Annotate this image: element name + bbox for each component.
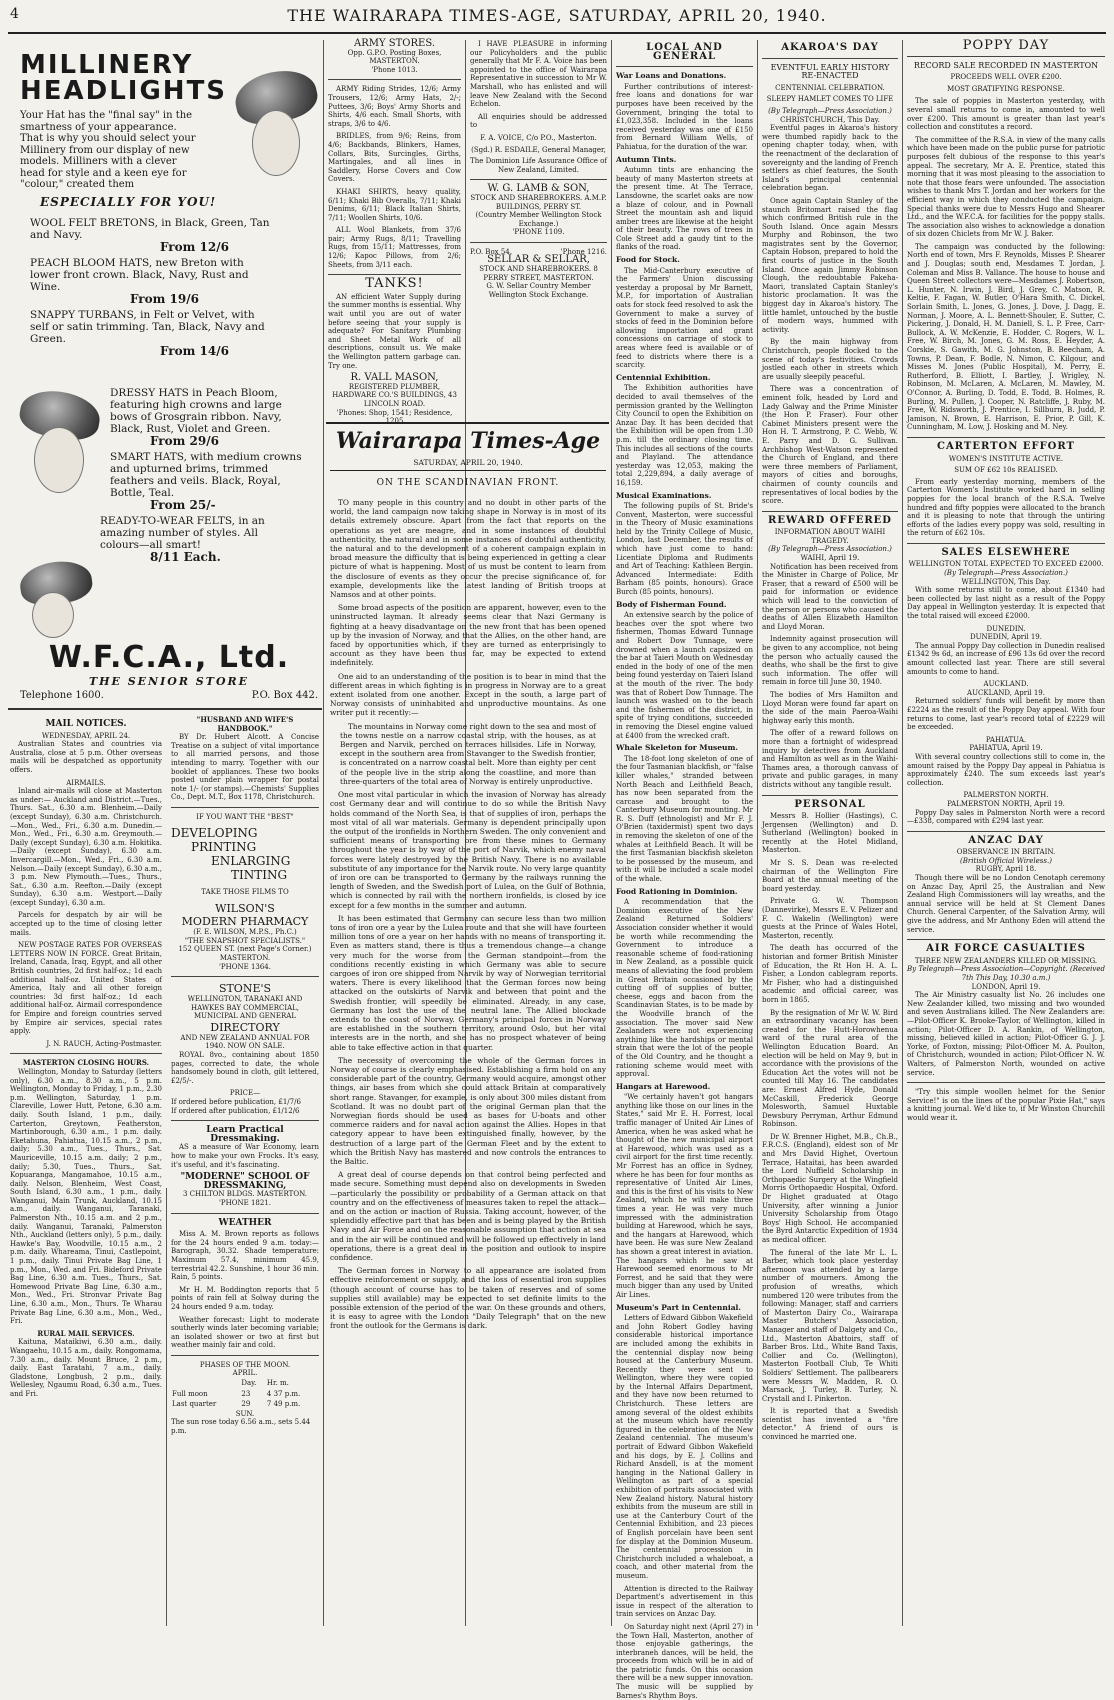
millinery-item-price: From 19/6 bbox=[130, 291, 199, 306]
voice-office: The Dominion Life Assurance Office of New Zealand, Limited. bbox=[470, 157, 607, 174]
poppy-sub: PROCEEDS WELL OVER £200. bbox=[950, 73, 1062, 82]
section-divider bbox=[330, 470, 606, 471]
editorial-paragraph: One aid to an understanding of the position is to bear in mind that the different areas in which fighting is in progress in Norway are to a great extent isolated from one another. Except in the south, a large part of Norway consists of uninhabited and unproductive mountains. As one writer put it recently:— bbox=[330, 671, 606, 718]
tanks-body: AN efficient Water Supply during the summer months is essential. Why wait until you are out of water before seeing that your supply is adequate? For Sanitary Plumbing and Sheet Metal Work of all descriptions, consult us. We make the Wellington pattern garbage can. Try one. bbox=[328, 292, 461, 370]
anzac-body: Though there will be no London Cenotaph ceremony on Anzac Day, April 25, the Australian and New Zealand High Commissioners will lay wreaths, and the annual service will be held at St Clement Danes Church. General Carpenter, of the Salvation Army, will give the address, and Mr Anthony Eden will attend the service. bbox=[907, 874, 1105, 934]
lamb-phone: 'PHONE 1109. bbox=[512, 228, 565, 237]
army-paragraph: ARMY Riding Strides, 12/6; Army Trousers, 12/6; Army Hats, 2/-; Puttees, 3/6; Boys' Army Shorts and Shirts, 4/6 each. Small Shorts, with straps, 3/6 to 4/6. bbox=[328, 85, 461, 128]
sales-paragraph: With several country collections still to come in, the amount raised by the Poppy Day appeal in Pahiatua is approximately £240. The sum exceeds last year's collection. bbox=[907, 752, 1105, 787]
army-address: Opp. G.P.O. Posting Boxes, MASTERTON. bbox=[347, 48, 442, 66]
stones-price: If ordered before publication, £1/7/6 bbox=[171, 1098, 301, 1107]
dateline: PALMERSTON NORTH, April 19. bbox=[947, 799, 1065, 808]
personal-heading: PERSONAL bbox=[794, 798, 866, 810]
sellar-sub: STOCK AND SHAREBROKERS. 8 PERRY STREET, MASTERTON. bbox=[479, 265, 598, 282]
local-item-title: Hangars at Harewood. bbox=[616, 1081, 711, 1091]
face-illustration-icon bbox=[34, 427, 84, 493]
divider bbox=[470, 179, 607, 180]
local-item-body: A recommendation that the Dominion executive of the New Zealand Returned Soldiers' Association consider whether it would be worth while recommending the Government to introduce a reasonable scheme of food-rationing in New Zealand, as a possible quick means of alleviating the food problem in Great Britain occasioned by the cutting off of supplies of butter, cheese, eggs and bacon from the Scandinavian States, is to be made by the Woodville branch of the association. The mover said New Zealanders were not experiencing anything like the hardships or mental strain that were the lot of the people of the Old Country, and he thought a rationing scheme would meet with approval. bbox=[616, 898, 753, 1079]
personal-paragraph: By the resignation of Mr W. W. Bird an extraordinary vacancy has been created for the Hutt-Horowhenua ward of the rural area of the Wellington Education Board. An election will be held on May 9, but in accordance with the provisions of the Education Act the votes will not be counted till May 16. The candidates are: Ernest Alfred Hyde, Donald McCaskill, Frederick George Molesworth, Samuel Huxtable Dewsbury Perryman, Arthur Edmund Robinson. bbox=[762, 1008, 898, 1129]
mail-notices bbox=[10, 716, 162, 1626]
stones-directory: DIRECTORY bbox=[210, 1020, 280, 1034]
company-name: W.F.C.A., Ltd. bbox=[48, 640, 290, 675]
printing-take: TAKE THOSE FILMS TO bbox=[201, 887, 289, 896]
millinery-headline-1: MILLINERY bbox=[20, 50, 194, 80]
millinery-advertisement bbox=[20, 52, 318, 640]
masthead-title: THE WAIRARAPA TIMES-AGE, SATURDAY, APRIL 20, 1940. bbox=[287, 6, 827, 25]
millinery-item-text: WOOL FELT BRETONS, in Black, Green, Tan and Navy. bbox=[30, 216, 270, 241]
sales-paragraph: With some returns still to come, about £1340 had been collected by last night as a result of the Poppy Day appeal in Wellington yesterday. It is expected that the total raised will exceed £2000. bbox=[907, 586, 1105, 621]
dressmaking-body: AS a measure of War Economy, learn how to make your own Frocks. It's easy, it's useful, and it's fascinating. bbox=[171, 1143, 319, 1169]
notices-column bbox=[470, 40, 607, 420]
reward-paragraph: Notification has been received from the Minister in Charge of Police, Mr Fraser, that a reward of £500 will be paid for information or evidence which will lead to the conviction of the person or persons who caused the deaths of Allen Elizabeth Hamilton and Lloyd Moran. bbox=[762, 562, 898, 631]
table-row bbox=[171, 1389, 319, 1400]
local-item-body: "We certainly haven't got hangars anything like those on our lines in the States," said Mr E. H. Forrest, local traffic manager of United Air Lines of America, when he was asked what he thought of the new municipal airport at Harewood, which was used as a civil airport for the first time recently. Mr Forrest has an office in Sydney, where he has been for four months as representative of United Air Lines, and this is the first of his visits to New Zealand, which he will make three times a year. He was very much impressed with the administration building at Harewood, which he says, and the hangars at Harewood, which have been. He was sure New Zealand has shown a great interest in aviation. The hangars which he saw at Harewood seemed enormous to Mr Forrest, and he said that they were much bigger than any used by United Air Lines. bbox=[616, 1093, 753, 1299]
poppy-paragraph: The committee of the R.S.A. in view of the many calls which have been made on the public purse for patriotic purposes felt dubious of the response to this year's appeal. The secretary, Mr A. E. Prentice, stated this morning that it was most pleasing to the association to note that those fears were unfounded. The association wishes to thank Mrs T. Jordan and her workers for the efficient way in which they conducted the campaign. Special thanks were due to Messrs Hugo and Shearer Ltd., and the W.F.C.A. for facilities for the poppy stalls. The association also wishes to acknowledge a donation of six dozen Chiclets from Mr W. J. Baker. bbox=[907, 135, 1105, 239]
reward-paragraph: The offer of a reward follows on more than a fortnight of widespread inquiry by detectives from Auckland and Hamilton as well as in the Waihi-Thames area, a thorough canvass of private and public garages, in many districts without any tangible result. bbox=[762, 729, 898, 789]
divider bbox=[907, 56, 1105, 57]
divider bbox=[328, 79, 461, 80]
divider bbox=[907, 939, 1105, 940]
divider bbox=[171, 1213, 319, 1214]
moon-table bbox=[171, 1378, 319, 1410]
anzac-sub: OBSERVANCE IN BRITAIN. bbox=[956, 848, 1056, 857]
handbook-heading: "HUSBAND AND WIFE'S HANDBOOK." bbox=[196, 715, 294, 733]
byline: (By Telegraph—Press Association.) bbox=[768, 545, 892, 554]
divider bbox=[171, 1120, 319, 1121]
personal-paragraph: Mr S. S. Dean was re-elected chairman of the Wellington Fire Board at the annual meeting of the board yesterday. bbox=[762, 859, 898, 893]
editorial-heading: ON THE SCANDINAVIAN FRONT. bbox=[376, 478, 560, 488]
local-item-title: Musical Examinations. bbox=[616, 490, 712, 500]
sales-paragraph: Returned soldiers' funds will benefit by more than £2224 as the result of the Poppy Day appeal. With four returns to come, last year's record total of £2229 will be exceeded. bbox=[907, 697, 1105, 732]
divider bbox=[762, 795, 898, 796]
tanks-heading: TANKS! bbox=[365, 276, 424, 292]
divider bbox=[616, 66, 753, 67]
voice-signed: (Sgd.) R. ESDAILE, General Manager, bbox=[471, 145, 606, 154]
divider bbox=[907, 437, 1105, 438]
akaroa-sub: SLEEPY HAMLET COMES TO LIFE bbox=[766, 95, 894, 104]
sales-sub: WELLINGTON TOTAL EXPECTED TO EXCEED £2000. bbox=[908, 560, 1104, 569]
voice-name: F. A. VOICE, C/o P.O., Masterton. bbox=[480, 133, 597, 142]
closing-hours: Wellington, Monday to Saturday (letters only), 6.30 a.m., 8.30 a.m., 5 p.m. Wellington, Monday to Friday, 1 p.m., 2.30 p.m. Wellington, Saturday, 1 p.m. Clareville, Lower Hutt, Petone, 6.30 a.m. daily. South Island, 1 p.m., daily. Carterton, Greytown, Featherston, Martinborough, 6.30 a.m., 1 p.m. daily. Eketahuna, Pahiatua, 10.15 a.m., 2 p.m., daily; 5.30 a.m., Tues., Thurs., Sat. Mauriceville, 10.15 a.m. daily; 2 p.m., daily; 5.30, Tues., Thurs., Sat. Kopuaranga, Mangamahoe, 10.15 a.m., daily. Nelson, Blenheim, West Coast, South Island, 6.30 a.m., 1 p.m., daily. Wanganui, Main Trunk, Auckland, 10.15 a.m., daily. Wanganui, Taranaki, Palmerston Nth., 10.15 a.m. and 2 p.m., daily. Wanganui, Taranaki, Palmerston Nth., Auckland (letters only), 5 p.m., daily. Hawke's Bay, Woodville, 10.15 a.m., 2 p.m. daily. Whareama, Tinui, Castlepoint, 1 p.m., daily. Tinui Private Bag Line, 1 p.m., Mon., Wed. and Fri. Bideford Private Bag Line, 6.30 a.m. Tues., Thurs., Sat. Homewood Private Bag Line, 6.30 a.m., Mon., Wed., Fri. Stronvar Private Bag Line, 6.30 a.m., Mon., Thurs. Te Wharau Private Bag Line, 6.30 a.m., Mon., Wed., Fri. bbox=[10, 1067, 162, 1326]
millinery-item-price: 8/11 Each. bbox=[150, 549, 221, 564]
divider bbox=[470, 242, 607, 243]
millinery-item-text: READY-TO-WEAR FELTS, in an amazing number of styles. All colours—all smart! bbox=[100, 514, 265, 551]
plumber-phones: 'Phones: Shop, 1541; Residence, 1205 bbox=[336, 408, 453, 426]
sales-heading: SALES ELSEWHERE bbox=[941, 546, 1071, 558]
reward-sub: INFORMATION ABOUT WAIHI TRAGEDY. bbox=[774, 528, 886, 545]
dressmaking-address: 3 CHILTON BLDGS. MASTERTON. 'PHONE 1821. bbox=[183, 1190, 307, 1207]
editorial-body bbox=[330, 498, 606, 1626]
anzac-heading: ANZAC DAY bbox=[968, 834, 1044, 846]
army-stores-column bbox=[328, 38, 461, 426]
millinery-item-price: From 29/6 bbox=[150, 433, 219, 448]
local-item-body: An extensive search by the police of beaches over the spot where two fishermen, Thomas Edward Tunnage and Robert Dow Tunnage, were drowned when a launch capsized on the bar at Taieri Mouth on Wednesday ended in the body of one of the men being found yesterday on Taieri Island at the mouth of the river. The body was that of Robert Dow Tunnage. The launch was washed on to the beach and the fishermen of the district, in spite of trying conditions, succeeded in removing the Diesel engine valued at £400 from the wrecked craft. bbox=[616, 611, 753, 740]
editorial-paragraph: TO many people in this country and no doubt in other parts of the world, the land campaign now taking shape in Norway is in most of its details extremely obscure. Apart from the fact that reports on the operations as yet are meagre, and in some instances of doubtful authenticity, the natural and in some instances of doubtful authenticity, the natural and to the development of a coherent campaign explain in broad measure the difficulty that is being experienced in getting a clear picture of what is happening. Most of us must be content to learn from the disclosure of events as they occur the precise significance of, for example, developments like the latest landing of British troops at Namsos and at other points. bbox=[330, 498, 606, 600]
table-row bbox=[171, 1378, 319, 1389]
airforce-heading: AIR FORCE CASUALTIES bbox=[926, 943, 1086, 955]
local-item-body: The Exhibition authorities have decided to avail themselves of the permission granted by the Wellington City Council to open the Exhibition on Anzac Day. It has been decided that the Exhibition will be open from 1.30 p.m. till the ordinary closing time. This includes all sections of the courts and Playland. The attendance yesterday was 12,053, making the total 2,229,894, a daily average of 16,159. bbox=[616, 384, 753, 487]
mail-paragraph: Australian States and countries via Australia, close at 5 p.m. Other overseas mails will be despatched as opportunity offers. bbox=[10, 740, 162, 774]
millinery-item bbox=[100, 515, 300, 563]
sales-town: PALMERSTON NORTH. bbox=[963, 791, 1049, 800]
mail-paragraph: Inland air-mails will close at Masterton as under:— Auckland and District.—Tues., Thurs. Sat., 6.30 a.m. Blenheim.—Daily (except Sunday), 6.30 a.m. Christchurch.—Mon., Wed., Fri., 6.30 a.m. Dunedin.—Mon., Wed., Fri., 6.30 a.m. Greymouth.—Daily (except Sunday), 6.30 a.m. Hokitika.—Daily (except Sunday), 6.30 a.m. Invercargill.—Mon., Wed., Fri., 6.30 a.m. Nelson.—Daily (except Sunday), 6.30 a.m., 3 p.m. New Plymouth.—Tues., Thurs., Sat., 6.30 a.m. Reefton.—Daily (except Sunday), 6.30 a.m. Westport.—Daily (except Sunday), 6.30 a.m. bbox=[10, 787, 162, 907]
local-item-body: The Mid-Canterbury executive of the Farmers' Union discussing yesterday a proposal by Mr Barnett, M.P., for importation of Australian oats for stock feed resolved to ask the Government to make a survey of stocks of feed in the Dominion before allowing importation and grant concessions on carriage of stock to areas where feed is available or of feed to districts where there is a scarcity. bbox=[616, 266, 753, 370]
table-header: Hr. m. bbox=[266, 1379, 289, 1388]
dateline: CHRISTCHURCH, This Day. bbox=[780, 115, 880, 124]
lamb-sub: STOCK AND SHAREBROKERS. A.M.P. BUILDINGS, PERRY ST. bbox=[470, 193, 607, 211]
millinery-item-text: DRESSY HATS in Peach Bloom, featuring high crowns and large bows of Grosgrain ribbon. Navy, Black, Rust, Violet and Green. bbox=[110, 386, 282, 435]
stones-annual: AND NEW ZEALAND ANNUAL FOR 1940. NOW ON SALE. bbox=[180, 1033, 310, 1051]
sellar-heading: SELLAR & SELLAR, bbox=[487, 254, 590, 266]
face-illustration-icon bbox=[32, 592, 74, 638]
personal-paragraph: Private G. W. Thompson (Dannevirke), Messrs E. V. Pelizer and F. C. Wakelin (Wellington) were guests at the Prince of Wales Hotel, Masterton, recently. bbox=[762, 897, 898, 940]
voice-enquiries: All enquiries should be addressed to bbox=[470, 112, 607, 130]
local-item-body: Autumn tints are enhancing the beauty of many Masterton streets at the present time. At The Terrace, Lansdowne, the scarlet oaks are now a blaze of colour, and in Pownall Street the mountain ash and liquid amber trees are likewise at the height of their beauty. The rows of trees in Cole Street add a gaudy tint to the flanks of the road. bbox=[616, 166, 753, 252]
airmails-heading: AIRMAILS. bbox=[66, 778, 106, 787]
millinery-item-price: From 14/6 bbox=[160, 343, 229, 358]
closing-hours-heading: MASTERTON CLOSING HOURS. bbox=[22, 1058, 150, 1068]
local-item-title: Centennial Exhibition. bbox=[616, 372, 711, 382]
dateline: LONDON, April 19. bbox=[971, 982, 1041, 991]
army-paragraph: BRIDLES, from 9/6; Reins, from 4/6; Backbands, Blinkers, Hames, Collars, Bits, Surcingles, Girths, Martingales, and all lines in Saddlery, Horse Covers and Cow Covers. bbox=[328, 132, 461, 184]
pharmacy-town: MASTERTON. bbox=[219, 953, 271, 962]
stones-body: ROYAL 8vo., containing about 1850 pages, corrected to date, the whole handsomely bound in cloth, gilt lettered, £2/5/-. bbox=[171, 1051, 319, 1085]
column-rule bbox=[611, 40, 612, 1626]
face-illustration-icon bbox=[252, 110, 300, 176]
printing-line: TINTING bbox=[231, 867, 288, 882]
millinery-tagline: ESPECIALLY FOR YOU! bbox=[40, 194, 217, 209]
local-heading: LOCAL AND GENERAL bbox=[646, 42, 723, 62]
poppy-heading: POPPY DAY bbox=[962, 38, 1050, 53]
mail-paragraph: NEW POSTAGE RATES FOR OVERSEAS LETTERS NOW IN FORCE. Great Britain, Ireland, Canada, Iraq, Egypt, and all other British countries, 2d first half-oz.; 1d each additional half-oz. United States of America, Italy and all other foreign countries: 3d first half-oz.; 1d each additional half-oz. Airmail correspondence for Empire and foreign countries served by Empire air services, special rates apply. bbox=[10, 941, 162, 1036]
local-item-title: Food Rationing in Dominion. bbox=[616, 886, 738, 896]
stones-heading: STONE'S bbox=[218, 982, 272, 996]
poppy-sub: MOST GRATIFYING RESPONSE. bbox=[947, 84, 1065, 93]
company-telephone: Telephone 1600. bbox=[20, 690, 104, 701]
company-contact bbox=[20, 690, 318, 701]
column-rule bbox=[323, 40, 324, 1626]
mail-signature: J. N. RAUCH, Acting-Postmaster. bbox=[46, 1039, 162, 1048]
millinery-item bbox=[30, 309, 270, 357]
carterton-heading: CARTERTON EFFORT bbox=[937, 440, 1075, 452]
company-pobox: P.O. Box 442. bbox=[251, 690, 318, 701]
poppy-paragraph: The campaign was conducted by the following: North end of town, Mrs F. Reynolds, Misses P. Shearer and J. Douglas; south end, Mesdames T. Jordan, J. Coleman and Miss B. Vallance. The house to house and Queen Street collectors were—Mesdames J. Robertson, L. Hunter, N. Irwin, J. Bird, J. Grey, C. Matson, R. Keltie, F. Fagan, W. Butler, O'Hara Smith, C. Dickel, Sorlain Smith, L. Jones, G. Jones, J. Dove, J. Dagg, E. Norman, J. Moore, A. L. Bennett-Shouler, E. Sutter, C. Pickering, J. Donald, H. M. Daniell, S. L. P. Free, Carr-Bullock, A. W. McKenzie, E. Hodder, C. Rogers, W. L. Free, W. Birch, M. Jones, G. M. Ross, E. Heyder, A. Corskie, S. Gawith, M. G. Johnston, B. Beecham, A. Towns, P. Dean, F. Bodle, N. Nimon, C. Kilgour, and Misses M. Jones (Public Hospital), M. Perry, E. Rutherford, B. Elliott, I. Bartley, J. Wrigley, N. Robinson, M. McLaren, A. McLaren, M. Mawley, M. O'Connor, A. Burling, D. Todd, E. Todd, B. Holmes, R. Burling, M. Pullen, J. Cooper, N. Ratcliffe, J. Ruby, M. Free, W. Ridsworth, J. Prentice, I. Sillburn, B. Judd, P. Jamison, N. Brown, E. Harrison, E. Prior, P. Gill, K. Cunningham, M. Low, J. Hosking and M. Ney. bbox=[907, 242, 1105, 432]
sales-paragraph: Poppy Day sales in Palmerston North were a record—£338, compared with £294 last year. bbox=[907, 808, 1105, 826]
small-ads-column bbox=[171, 716, 319, 1626]
millinery-item bbox=[110, 387, 310, 447]
weather-forecast: Weather forecast: Light to moderate southerly winds later becoming variable; an isolated shower or two at first but weather mainly fair and cold. bbox=[171, 1315, 319, 1350]
dateline: WAIHI, April 19. bbox=[800, 554, 860, 563]
millinery-item-price: From 12/6 bbox=[160, 239, 229, 254]
millinery-intro: Your Hat has the "final say" in the smartness of your appearance. That is why you should select your Millinery from our display of new models. Milliners with a clever head for style and a keen eye for "colour," created them bbox=[20, 110, 196, 190]
personal-paragraph: It is reported that a Swedish scientist has invented a "fire detector." A friend of ours is convinced he married one. bbox=[762, 1407, 898, 1442]
akaroa-paragraph: Eventful pages in Akaroa's history were thumbed rapidly back to the opening chapter today, when, with the reenactment of the declaration of sovereignty and the landing of French settlers as chief features, the South Island's principal centennial celebration began. bbox=[762, 124, 898, 193]
lamb-member: (Country Member Wellington Stock Exchange.) bbox=[475, 211, 602, 228]
local-item-title: Autumn Tints. bbox=[616, 154, 677, 164]
moon-heading: PHASES OF THE MOON. bbox=[199, 1360, 291, 1369]
editorial-paragraph: One most vital particular in which the invasion of Norway has already cost Germany dear and will continue to do so while the British Navy holds command of the North Sea, is that of supplies of iron, perhaps the most vital of all war materials. Germany is dependent principally upon the output of the ironfields in Northern Sweden. The only convenient and sufficient means of transporting ore from these mines to Germany throughout the year is by way of the port of Narvik, which enemy naval forces were lately destroyed by the British Navy. There is no available substitute of any importance for the Narvik route. No very large quantity of iron ore can be transported to Germany by the railways running the length of Sweden, and the Swedish port of Lulea, on the Gulf of Bothnia, which is connected by rail with the northern ironfields, is closed by ice except for a few months in the summer and autumn. bbox=[330, 790, 606, 910]
sellar-phone: 'Phone 1216. bbox=[560, 247, 607, 256]
local-item-body: Further contributions of interest-free loans and donations for war purposes have been received by the Government, bringing the total to £1,023,358. Included in the loans received yesterday was one of £150 from Bernard William Wells, of Pahiatua, for the duration of the war. bbox=[616, 82, 753, 151]
millinery-item bbox=[30, 257, 270, 305]
sales-paragraph: The annual Poppy Day collection in Dunedin realised £1342 9s 6d, an increase of £96 13s 6d over the record amount collected last year. There are still several amounts to come to hand. bbox=[907, 641, 1105, 676]
column-rule bbox=[757, 40, 758, 1626]
divider bbox=[328, 274, 461, 275]
mail-date: WEDNESDAY, APRIL 24. bbox=[41, 731, 131, 740]
akaroa-paragraph: Once again Captain Stanley of the staunch Britomart raised the flag which confirmed British rule in the South Island. Once again Messrs Murphy and Robinson, the two magistrates sent by the Governor, Captain Hobson, prepared to hold the first courts of justice in the South Island. Once again Jimmy Robinson Clough, the redoubtable Pakeha-Maori, translated Captain Stanley's historic proclamation. It was the biggest day in Akaroa's history. The little hamlet, untouched by the bustle of modern ways, hummed with activity. bbox=[762, 196, 898, 334]
local-item-body: The following pupils of St. Bride's Convent, Masterton, were successful in the Theory of Music examinations held by the Trinity College of Music, London, last December, the results of which have just come to hand: Licentiate Diploma and Rudiments and Art of Teaching: Kathleen Bergin. Advanced Intermediate: Edith Barham (85 points, honours). Grace Burch (85 points, honours). bbox=[616, 502, 753, 597]
divider bbox=[171, 807, 319, 808]
akaroa-heading: AKAROA'S DAY bbox=[781, 42, 879, 53]
table-cell: 29 bbox=[241, 1400, 251, 1409]
rural-mail-heading: RURAL MAIL SERVICES. bbox=[37, 1328, 135, 1338]
moon-month: APRIL. bbox=[232, 1369, 258, 1378]
local-item-body: Attention is directed to the Railway Department's advertisement in this issue in respect of the alteration to train services on Anzac Day. bbox=[616, 1584, 753, 1619]
byline: (British Official Wireless.) bbox=[960, 856, 1052, 865]
editorial-date: SATURDAY, APRIL 20, 1940. bbox=[413, 458, 523, 467]
wfca-signature bbox=[20, 640, 318, 700]
weather-heading: WEATHER bbox=[218, 1217, 272, 1228]
sun-times: The sun rose today 6.56 a.m., sets 5.44 p.m. bbox=[171, 1418, 311, 1436]
carterton-body: From early yesterday morning, members of the Carterton Women's Institute worked hard in selling poppies for the local branch of the R.S.A. Twelve hundred and fifty poppies were allocated to the branch and it is pleasing to note that through the untiring efforts of the ladies every poppy was sold, resulting in the return of £62 10s. bbox=[907, 477, 1105, 538]
dressmaking-school: "MODERNE" SCHOOL OF bbox=[180, 1172, 310, 1183]
table-header: Day. bbox=[241, 1379, 257, 1388]
editorial-paragraph: Some broad aspects of the position are apparent, however, even to the uninstructed layman. It already seems clear that Nazi Germany is fighting at a heavy disadvantage on the new front that has been opened up by the invasion of Norway, and that the Allies, on the other hand, are faced by opportunities which, if they are turned as enterprisingly to account as they have been thus far, may be expected to extend indefinitely. bbox=[330, 603, 606, 668]
dateline: PAHIATUA, April 19. bbox=[969, 744, 1043, 753]
voice-body: I HAVE PLEASURE in informing our Policyholders and the public generally that Mr F. A. Voice has been appointed to the office of Wairarapa Representative in succession to Mr W. Marshall, who has enlisted and will leave New Zealand with the Second Echelon. bbox=[470, 40, 607, 109]
divider bbox=[10, 1053, 162, 1054]
akaroa-paragraph: There was a concentration of eminent folk, headed by Lord and Lady Galway and the Prime Minister (the Hon P. Fraser). Four other Cabinet Ministers present were the Hon H. T. Armstrong, P. C. Webb, W. E. Parry and D. G. Sullivan. Archbishop West-Watson represented the Church of England, and there were three members of Parliament, mayors of cities and boroughs, chairmen of county councils and representatives of local bodies by the score. bbox=[762, 385, 898, 506]
local-item-title: War Loans and Donations. bbox=[616, 71, 727, 81]
printing-line: PRINTING bbox=[191, 839, 257, 854]
column-rule bbox=[166, 1188, 167, 1626]
local-item-body: The 18-foot long skeleton of one of the four Tasmanian blackfish, or "false killer whales," stranded between North Beach and Leithfield Beach, has now been separated from the carcase and brought to the Canterbury Museum for mounting. Mr R. S. Duff (ethnologist) and Mr F. J. O'Brien (taxidermist) spent two days in removing the skeleton of one of the whales at Leithfield Beach. It will be the first Tasmanian blackfish skeleton to be possessed by the museum, and with it will be included a scale model of the whale. bbox=[616, 754, 753, 884]
filler-paragraph: "Try this simple woollen helmet for the Senior Service!" is on the lines of the popular Pixie Hat," says a knitting journal. We'd like to, if Mr Winston Churchill would wear it. bbox=[907, 1088, 1105, 1122]
local-item-body: Letters of Edward Gibbon Wakefield and John Robert Godley having considerable historical importance are included among the exhibits in the centennial display now being housed at the Canterbury Museum. Recently they were sent to Wellington, where they were copied by the Internal Affairs Department, and they have now been returned to Christchurch. These letters are among several of the oldest exhibits at the museum which have recently figured in the celebration of the New Zealand centennial. The museum's portrait of Edward Gibbon Wakefield and his dogs, by E. J. Collins and Richard Ansdell, is at the moment hanging in the National Gallery in Wellington as part of a special exhibition of portraits associated with New Zealand history. Natural history exhibits from the museum are still in use at the Canterbury Court of the Centennial Exhibition, and 23 pieces of English porcelain have been sent for display at the Dominion Museum. The centennial procession in Christchurch included a whaleboat, a coach, and other material from the museum. bbox=[616, 1314, 753, 1580]
local-item-title: Museum's Part in Centennial. bbox=[616, 1302, 742, 1312]
sales-town: AUCKLAND. bbox=[983, 680, 1029, 689]
table-cell: 7 49 p.m. bbox=[266, 1400, 301, 1409]
army-heading: ARMY STORES. bbox=[354, 38, 435, 49]
editorial-paragraph: It has been estimated that Germany can secure less than two million tons of iron ore a year by the Lulea route and that she will have fourteen million tons of ore a year on her hands with no means of transporting it. Even as matters stand, there is thus a tremendous change—a change very much for the worse from the German standpoint—from the conditions recently existing in which Germany was able to secure cargoes of iron ore shipped from Narvik by way of Norwegian territorial waters. There is every likelihood that the German forces now being attacked on the outskirts of Narvik and between that point and the Swedish frontier, will speedily be eliminated. Already, in any case, Germany has lost the use of the neutral lane. The Allied blockade extends to the coast of Norway. Germany's principal forces in Norway are established in the southern territory, around Oslo, but her vital interests are in the north, and she has no prospect whatever of being able to take effective action in that quarter. bbox=[330, 913, 606, 1052]
printing-lead: IF YOU WANT THE "BEST" bbox=[196, 812, 294, 821]
personal-paragraph: The funeral of the late Mr L. L. Barber, which took place yesterday afternoon was attended by a large number of mourners. Among the profusion of wreaths, which numbered 120 were tributes from the following: Manager, staff and carriers of Masterton Dairy Co., Wairarapa Master Butchers' Association, Manager and staff of Dalgety and Co., Ltd., Masterton Abattoirs, staff of Barber Bros. Ltd., White Band Taxis, Collier and Co. (Wellington), Masterton Football Club, Te Whiti Soldiers' Settlement. The pallbearers were Messrs W. Madden, R. O. Marsack, J. Turley, B. Turley, N. Crystall and I. Pinkerton. bbox=[762, 1248, 898, 1403]
sellar-pobox: P.O. Box 54. bbox=[470, 247, 512, 256]
local-item-body: On Saturday night next (April 27) in the Town Hall, Masterton, another of those enjoyable gatherings, the interbraneh dances, will be held, the proceeds from which will be in aid of the patriotic funds. On this occasion there will be a new supper innovation. The music will be supplied by Barnes's Rhythm Boys. bbox=[616, 1622, 753, 1700]
sun-heading: SUN. bbox=[235, 1409, 255, 1418]
dateline: RUGBY, April 18. bbox=[975, 865, 1037, 874]
table-row bbox=[171, 1399, 319, 1410]
local-item-title: Whale Skeleton for Museum. bbox=[616, 743, 739, 753]
handbook-body: BY Dr. Hubert Alcott. A Concise Treatise on a subject of vital importance to all married persons, and those intending to marry. Together with our booklet of appliances. These two books posted under plain wrapper for postal note 1/- (or stamps).—Chemists' Supplies Co., Dept. M.T., Box 1178, Christchurch. bbox=[171, 733, 319, 802]
table-cell: Last quarter bbox=[172, 1400, 217, 1409]
dateline: AUCKLAND, April 19. bbox=[967, 688, 1045, 697]
millinery-item-text: SMART HATS, with medium crowns and upturned brims, trimmed feathers and veils. Black, Royal, Bottle, Teal. bbox=[110, 450, 302, 499]
poppy-sub: RECORD SALE RECORDED IN MASTERTON bbox=[913, 60, 1099, 70]
millinery-item bbox=[30, 217, 270, 253]
personal-paragraph: Dr W. Brenner Highet, M.B., Ch.B., F.R.C.S. (England), eldest son of Mr and Mrs David Highet, Overtoun Terrace, Hataitai, has been awarded the Lord Nuffield Scholarship in Orthopaedic Surgery at the Wingfield Morris Orthopaedic Hospital, Oxford. Dr Highet graduated at Otago University, after winning a Junior University Scholarship from Otago Boys' High School. He accompanied the Byrd Antarctic Expedition of 1934 as medical officer. bbox=[762, 1132, 898, 1244]
divider bbox=[171, 1355, 319, 1356]
divider bbox=[907, 1082, 1105, 1083]
sales-town: DUNEDIN. bbox=[986, 624, 1026, 633]
millinery-item-text: PEACH BLOOM HATS, new Breton with lower front crown. Black, Navy, Rust and Wine. bbox=[30, 256, 249, 293]
pharmacy-tag: "THE SNAPSHOT SPECIALISTS." bbox=[184, 936, 306, 945]
section-divider bbox=[8, 708, 322, 710]
section-divider bbox=[326, 422, 609, 424]
plumber-name: R. VALL MASON, bbox=[350, 372, 439, 384]
editorial-paragraph: The necessity of overcoming the whole of the German forces in Norway of course is clearly emphasised. Establishing a firm hold on any considerable part of the country, Germany would acquire, amongst other things, air bases from which she could attack Britain at comparatively short range. Stavanger, for example, is only about 300 miles distant from Scotland. It was no doubt part of the original German plan that the Norwegian fiords should be used as bases for U-boats and other commerce raiders and for naval action against the Allies. Hopes in that category appear to have been extinguished finally, however, by the destruction of a large part of the German Fleet and by the extent to which the British Navy has mastered and now controls the entrances to the Baltic. bbox=[330, 1055, 606, 1167]
millinery-item-text: SNAPPY TURBANS, in Felt or Velvet, with self or satin trimming. Tan, Black, Navy and Green. bbox=[30, 308, 265, 345]
airforce-sub: THREE NEW ZEALANDERS KILLED OR MISSING. bbox=[914, 956, 1098, 965]
table-cell: Full moon bbox=[172, 1389, 208, 1398]
mail-heading: MAIL NOTICES. bbox=[45, 719, 127, 729]
airforce-body: The Air Ministry casualty list No. 26 includes one New Zealander killed, two missing and two wounded and seven Australians killed. The New Zealanders are:—Pilot-Officer K. Brooke-Taylor, of Wellington, killed in action; Pilot-Officer D. A. Rankin, of Wellington, missing, believed killed in action; Pilot-Officer G. J. J. Yorke, of Foxton, missing; Pilot-Officer M. A. Poulton, of Christchurch, wounded in action; Pilot-Officer N. W. Walters, of Palmerston North, wounded on active service. bbox=[907, 991, 1105, 1077]
weather-body: Miss A. M. Brown reports as follows for the 24 hours ended 9 a.m. today:—Barograph, 30.32. Shade temperature: Maximum 57.4, minimum 45.9, terrestrial 42.2. Sunshine, 1 hour 36 min. Rain, 5 points. bbox=[171, 1230, 319, 1282]
editorial-paragraph: The German forces in Norway to all appearance are isolated from effective reinforcement or supply, and the loss of essential iron supplies (though account of course has to be taken of reserves and of some supplies still available) may be expected to set definite limits to the possible extension of the period of the war. On these grounds and others, it is easy to agree with the London "Daily Telegraph" that on the new front the outlook for the Germans is dark. bbox=[330, 1266, 606, 1331]
poppy-paragraph: The sale of poppies in Masterton yesterday, with several small returns to come in, amounted to well over £200. This amount is greater than last year's collection and constitutes a record. bbox=[907, 97, 1105, 132]
millinery-item-price: From 25/- bbox=[150, 497, 216, 512]
byline: By Telegraph—Press Association—Copyright. (Received 7th This Day, 10.30 a.m.) bbox=[907, 965, 1105, 982]
pharmacy-name: WILSON'S bbox=[215, 902, 275, 916]
personal-paragraph: Messrs B. Hollier (Hastings), C. Jergensen (Wellington) and D. Sutherland (Wellington) booked in recently at the Hotel Midland, Masterton. bbox=[762, 812, 898, 855]
akaroa-paragraph: By the main highway from Christchurch, people flocked to the scene of today's festivities. Crowds jostled each other in streets which are usually sleepily peaceful. bbox=[762, 338, 898, 381]
personal-paragraph: The death has occurred of the historian and former British Minister of Education, the Rt Hon H. A. L. Fisher, a London cablegram reports. Mr Fisher, who had a distinguished academic and official career, was born in 1865. bbox=[762, 944, 898, 1004]
stones-price-heading: PRICE— bbox=[229, 1089, 261, 1098]
dressmaking-heading: Learn Practical Dressmaking. bbox=[206, 1125, 284, 1144]
dateline: DUNEDIN, April 19. bbox=[970, 633, 1042, 642]
army-phone: 'Phone 1013. bbox=[371, 65, 418, 74]
army-paragraph: KHAKI SHIRTS, heavy quality, 6/11; Khaki Bib Overalls, 7/11; Khaki Denims, 6/11; Black Italian Shirts, 7/11; Woollen Shirts, 10/6. bbox=[328, 187, 461, 222]
reward-paragraph: Indemnity against prosecution will be given to any accomplice, not being the person who actually caused the deaths, who shall be the first to give such information. The offer will remain in force till June 30, 1940. bbox=[762, 635, 898, 687]
page-number: 4 bbox=[10, 6, 19, 22]
table-cell: 23 bbox=[241, 1389, 251, 1398]
printing-line: DEVELOPING bbox=[171, 825, 258, 840]
pharmacy-owner: (F. E. WILSON, M.P.S., Ph.C.) bbox=[193, 928, 297, 937]
reward-heading: REWARD OFFERED bbox=[768, 514, 892, 526]
divider bbox=[762, 511, 898, 512]
dressmaking-school: DRESSMAKING, bbox=[203, 1180, 287, 1191]
sellar-member: G. W. Sellar Country Member Wellington Stock Exchange. bbox=[486, 282, 591, 299]
reward-paragraph: The bodies of Mrs Hamilton and Lloyd Moran were found far apart on the side of the main Paeroa-Waihi highway early this month. bbox=[762, 690, 898, 725]
company-slogan: THE SENIOR STORE bbox=[88, 675, 250, 688]
akaroa-column bbox=[762, 40, 898, 1626]
divider bbox=[171, 976, 319, 977]
nameplate: Wairarapa Times-Age bbox=[335, 428, 601, 454]
millinery-headline-2: HEADLIGHTS bbox=[20, 76, 228, 106]
printing-line: ENLARGING bbox=[211, 853, 291, 868]
lamb-heading: W. G. LAMB & SON, bbox=[487, 183, 590, 195]
local-item-title: Food for Stock. bbox=[616, 255, 680, 265]
local-item-title: Body of Fisherman Found. bbox=[616, 599, 727, 609]
akaroa-sub: CENTENNIAL CELEBRATION. bbox=[775, 83, 885, 92]
army-paragraph: ALL Wool Blankets, from 37/6 pair; Army Rugs, 8/11; Travelling Rugs, from 15/11; Mattresses, from 12/6; Kapoc Pillows, from 2/6; Sheets, from 3/11 each. bbox=[328, 226, 461, 269]
local-and-general bbox=[616, 40, 753, 1700]
pharmacy-phone: 'PHONE 1364. bbox=[219, 962, 271, 971]
divider bbox=[907, 831, 1105, 832]
editorial-quote: The mountains in Norway come right down to the sea and most of the towns nestle on a narrow coastal strip, with the houses, as at Bergen and Narvik, perched on terraces hillsides. Life in Norway, except in the southern area from Stavanger to the Swedish frontier, is concentrated on a narrow coastal belt. More than eighty per cent of the people live in the strip along the coastline, and more than three-quarters of the total area of Norway is entirely unproductive. bbox=[340, 721, 596, 786]
carterton-sub: SUM OF £62 10s REALISED. bbox=[954, 466, 1058, 475]
mail-paragraph: Parcels for despatch by air will be accepted up to the time of closing letter mails. bbox=[10, 911, 162, 937]
dateline: WELLINGTON, This Day. bbox=[961, 577, 1051, 586]
masthead bbox=[8, 4, 1106, 34]
plumber-address: REGISTERED PLUMBER, HARDWARE CO.'S BUILDINGS, 43 LINCOLN ROAD. bbox=[332, 382, 457, 408]
weather-rainfall: Mr H. M. Boddington reports that 5 points of rain fell at Solway during the 24 hours ended 9 a.m. today. bbox=[171, 1285, 319, 1311]
sales-town: PAHIATUA. bbox=[985, 735, 1027, 744]
table-cell: 4 37 p.m. bbox=[266, 1389, 301, 1398]
stones-sub: WELLINGTON, TARANAKI AND HAWKES BAY COMMERCIAL, MUNICIPAL AND GENERAL bbox=[187, 995, 303, 1021]
carterton-sub: WOMEN'S INSTITUTE ACTIVE. bbox=[948, 454, 1064, 463]
column-rule bbox=[902, 40, 903, 1626]
divider bbox=[907, 543, 1105, 544]
akaroa-sub: EVENTFUL EARLY HISTORY RE-ENACTED bbox=[770, 62, 890, 81]
pharmacy-name: MODERN PHARMACY bbox=[181, 915, 309, 929]
byline: (By Telegraph—Press Association.) bbox=[768, 106, 892, 115]
rural-mail: Kaituna, Mataikiwi, 6.30 a.m., daily. Wangaehu, 10.15 a.m., daily. Rongomama, 7.30 a.m., daily. Mount Bruce, 2 p.m., daily. East Taratahi, 7 a.m., daily. Gladstone, Longbush, 2 p.m., daily. Wellesley, Ngaumu Road, 6.30 a.m., Tues. and Fri. bbox=[10, 1338, 162, 1398]
editorial-paragraph: A great deal of course depends on that control being perfected and made secure. Something must depend also on developments in Sweden—particularly the possibility or probability of a German attack on that country and on the effectiveness of measures taken to repel the attack—and on the action or inaction of Russia. Taking account, however, of the splendidly effective part that has been and is being played by the British Navy and Air Force and on the reasonable assumption that action at sea and in the air will be continued and will be followed up effectively in land operations, there is a great deal in the position and outlook to inspire confidence. bbox=[330, 1170, 606, 1263]
millinery-item bbox=[110, 451, 310, 511]
poppy-day-column bbox=[907, 40, 1105, 1626]
pharmacy-address: 152 QUEEN ST. (next Page's Corner.) bbox=[178, 945, 312, 954]
byline: (By Telegraph—Press Association.) bbox=[944, 569, 1068, 578]
divider bbox=[762, 58, 898, 59]
stones-price: If ordered after publication, £1/12/6 bbox=[171, 1106, 300, 1115]
